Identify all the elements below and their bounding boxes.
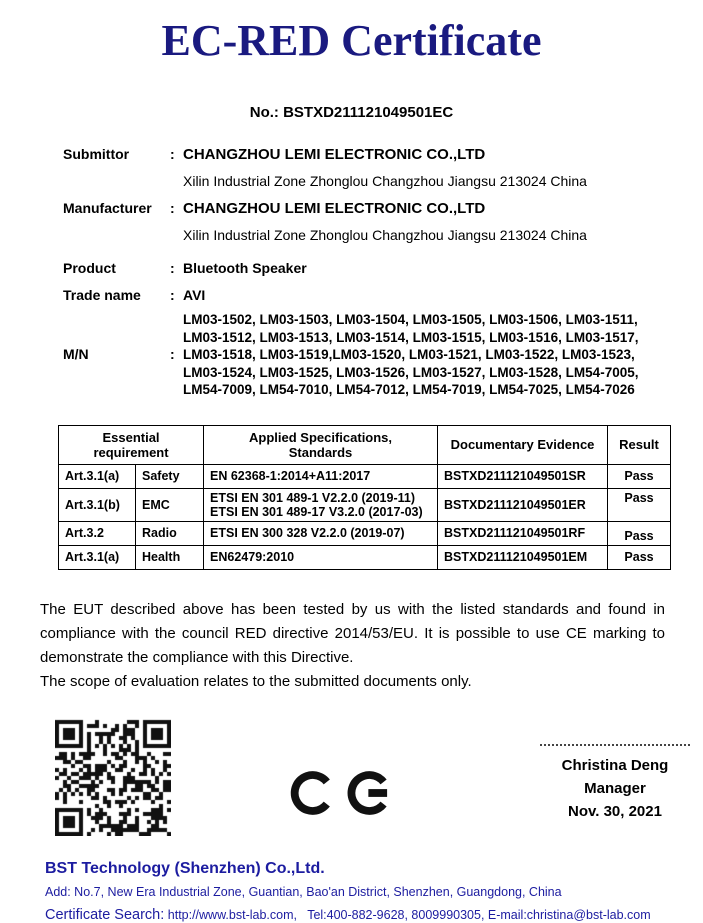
product-row — [0, 255, 703, 282]
header-applied-specs: Applied Specifications, Standards — [204, 425, 438, 464]
signer-title: Manager — [584, 779, 646, 797]
header-essential-requirement: Essential requirement — [59, 425, 204, 464]
table-header-row — [59, 425, 671, 464]
cell-result: Pass — [608, 488, 671, 521]
statement-line2: The scope of evaluation relates to the submitted documents only. — [40, 672, 472, 690]
cell-specs: ETSI EN 300 328 V2.2.0 (2019-07) — [204, 521, 438, 545]
mn-line: LM03-1524, LM03-1525, LM03-1526, LM03-1527, LM03-1528, LM54-7005, — [183, 364, 639, 380]
requirements-table — [58, 425, 671, 570]
submittor-value: CHANGZHOU LEMI ELECTRONIC CO.,LTD — [183, 146, 486, 163]
cell-evidence: BSTXD211121049501SR — [438, 464, 608, 488]
cell-category: Safety — [136, 464, 204, 488]
mn-line: LM03-1512, LM03-1513, LM03-1514, LM03-1515, LM03-1516, LM03-1517, — [183, 329, 639, 345]
mn-line: LM03-1518, LM03-1519,LM03-1520, LM03-1521, LM03-1522, LM03-1523, — [183, 347, 635, 362]
seal-section — [0, 718, 703, 848]
footer-contact: Tel:400-882-9628, 8009990305, E-mail:christina@bst-lab.com — [307, 907, 651, 922]
colon: : — [170, 287, 175, 303]
header-documentary-evidence: Documentary Evidence — [438, 425, 608, 464]
model-numbers-row — [0, 311, 703, 399]
table-row — [59, 488, 671, 521]
mn-values — [183, 311, 638, 399]
colon: : — [170, 260, 175, 276]
statement-line1: The EUT described above has been tested by us with the listed standards and found in compliance with the council RED directive 2014/53/EU. It is possible to use CE marking to demonstrate the compliance with this Directive. — [40, 600, 665, 666]
cell-specs: EN62479:2010 — [204, 545, 438, 569]
footer — [45, 860, 703, 923]
cell-evidence: BSTXD211121049501ER — [438, 488, 608, 521]
colon: : — [170, 146, 175, 162]
trade-name-value: AVI — [183, 287, 206, 303]
mn-line: LM03-1502, LM03-1503, LM03-1504, LM03-1505, LM03-1506, LM03-1511, — [183, 312, 638, 327]
cell-article: Art.3.1(a) — [59, 545, 136, 569]
cell-category: EMC — [136, 488, 204, 521]
mn-line: LM54-7009, LM54-7010, LM54-7012, LM54-7019, LM54-7025, LM54-7026 — [183, 382, 635, 397]
manufacturer-label: Manufacturer — [63, 200, 152, 216]
cell-evidence: BSTXD211121049501RF — [438, 521, 608, 545]
cell-article: Art.3.2 — [59, 521, 136, 545]
header-result: Result — [608, 425, 671, 464]
cell-category: Health — [136, 545, 204, 569]
signer-name: Christina Deng — [561, 756, 669, 774]
cell-evidence: BSTXD211121049501EM — [438, 545, 608, 569]
manufacturer-address: Xilin Industrial Zone Zhonglou Changzhou Jiangsu 213024 China — [183, 227, 587, 243]
signature-line — [540, 744, 690, 746]
cell-result: Pass — [608, 545, 671, 569]
page-title: EC-RED Certificate — [161, 16, 542, 65]
signature-block — [540, 744, 690, 823]
submittor-address: Xilin Industrial Zone Zhonglou Changzhou Jiangsu 213024 China — [183, 173, 587, 189]
cell-article: Art.3.1(a) — [59, 464, 136, 488]
colon: : — [170, 346, 175, 363]
cell-result: Pass — [608, 464, 671, 488]
ce-mark-icon — [285, 748, 397, 838]
footer-address: Add: No.7, New Era Industrial Zone, Guantian, Bao'an District, Shenzhen, Guangdong, China — [45, 884, 562, 899]
cell-category: Radio — [136, 521, 204, 545]
cell-result: Pass — [608, 521, 671, 545]
table-row — [59, 545, 671, 569]
submittor-row — [0, 141, 703, 168]
certificate-search-label: Certificate Search: — [45, 906, 165, 923]
footer-contact-line — [45, 907, 703, 923]
product-value: Bluetooth Speaker — [183, 260, 307, 276]
trade-name-row — [0, 282, 703, 309]
cell-article: Art.3.1(b) — [59, 488, 136, 521]
qr-code-icon — [55, 718, 171, 836]
cell-specs: EN 62368-1:2014+A11:2017 — [204, 464, 438, 488]
manufacturer-row — [0, 195, 703, 222]
product-label: Product — [63, 260, 116, 276]
info-section — [0, 141, 703, 399]
colon: : — [170, 200, 175, 216]
compliance-statement — [40, 598, 665, 694]
certificate-number: No.: BSTXD211121049501EC — [249, 104, 454, 121]
table-row — [59, 521, 671, 545]
table-row — [59, 464, 671, 488]
certificate-search-url: http://www.bst-lab.com, — [167, 907, 297, 922]
trade-name-label: Trade name — [63, 287, 141, 303]
signature-date: Nov. 30, 2021 — [568, 802, 662, 820]
mn-label: M/N — [63, 346, 89, 363]
submittor-label: Submittor — [63, 146, 130, 162]
cell-specs: ETSI EN 301 489-1 V2.2.0 (2019-11) ETSI EN 301 489-17 V3.2.0 (2017-03) — [204, 488, 438, 521]
footer-company: BST Technology (Shenzhen) Co.,Ltd. — [45, 859, 325, 877]
manufacturer-value: CHANGZHOU LEMI ELECTRONIC CO.,LTD — [183, 200, 486, 217]
